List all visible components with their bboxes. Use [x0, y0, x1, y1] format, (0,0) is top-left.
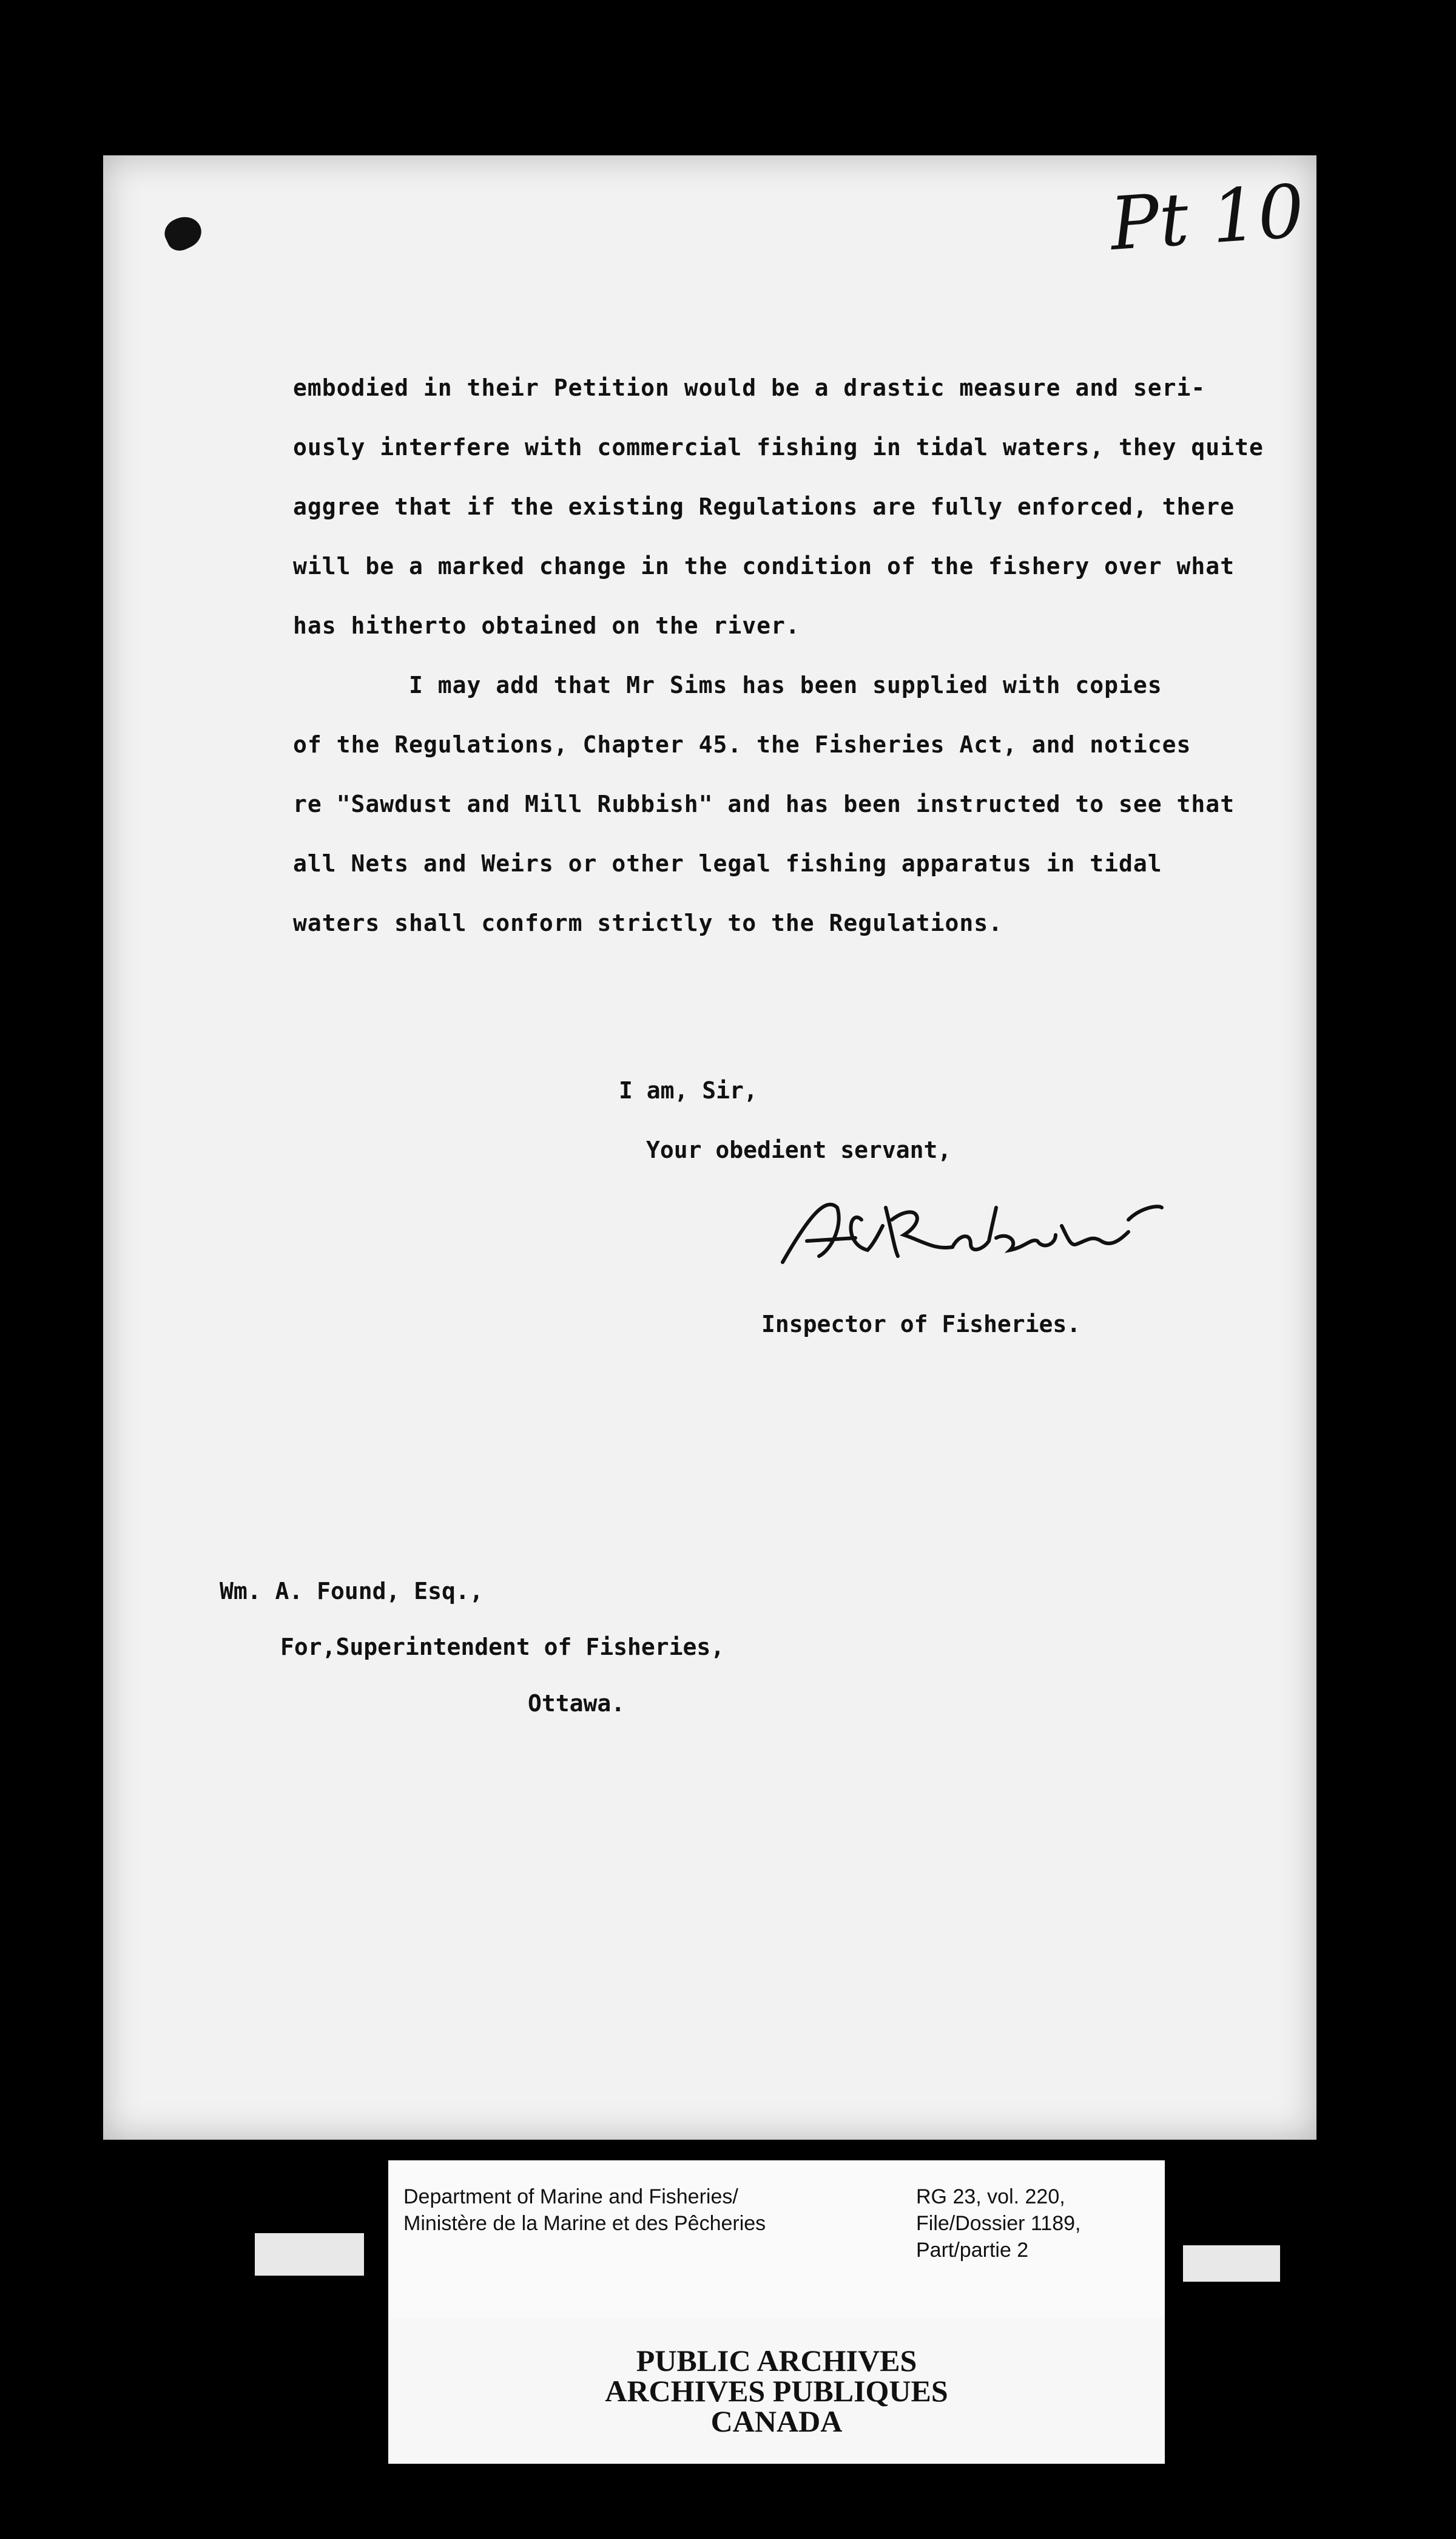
department-text — [403, 2183, 766, 2237]
page-marker: Pt 10 — [1107, 169, 1307, 267]
archives-line: PUBLIC ARCHIVES — [636, 2344, 917, 2378]
closing-salutation: I am, Sir, — [619, 1077, 758, 1104]
addressee-office: For,Superintendent of Fisheries, — [280, 1634, 725, 1660]
closing-servant: Your obedient servant, — [646, 1137, 952, 1163]
label-tab-left — [255, 2233, 364, 2276]
archive-label-header — [388, 2160, 1165, 2318]
label-tab-right — [1183, 2245, 1280, 2282]
body-line: I may add that Mr Sims has been supplied with copies — [293, 672, 1162, 698]
department-line: Ministère de la Marine et des Pêcheries — [403, 2212, 766, 2235]
body-line: aggree that if the existing Regulations are fully enforced, there — [293, 493, 1235, 520]
addressee-name: Wm. A. Found, Esq., — [220, 1578, 484, 1604]
body-line: ously interfere with commercial fishing in tidal waters, they quite — [293, 434, 1264, 461]
signatory-title: Inspector of Fisheries. — [761, 1311, 1081, 1337]
handwritten-signature — [770, 1183, 1165, 1280]
body-line: embodied in their Petition would be a drastic measure and seri- — [293, 374, 1206, 401]
department-line: Department of Marine and Fisheries/ — [403, 2185, 738, 2208]
reference-line: Part/partie 2 — [916, 2239, 1029, 2262]
archives-line: ARCHIVES PUBLIQUES — [605, 2374, 948, 2408]
body-line: re "Sawdust and Mill Rubbish" and has been instructed to see that — [293, 791, 1235, 817]
body-line: will be a marked change in the condition of the fishery over what — [293, 553, 1235, 580]
body-line: has hitherto obtained on the river. — [293, 612, 800, 639]
reference-line: File/Dossier 1189, — [916, 2212, 1081, 2235]
addressee-city: Ottawa. — [528, 1690, 625, 1717]
archives-line: CANADA — [710, 2404, 843, 2438]
letter-body — [293, 358, 1312, 953]
archive-label — [388, 2160, 1165, 2464]
body-line: of the Regulations, Chapter 45. the Fisheries Act, and notices — [293, 731, 1191, 758]
reference-text — [916, 2183, 1081, 2263]
body-line: all Nets and Weirs or other legal fishing apparatus in tidal — [293, 850, 1162, 877]
archives-stamp — [388, 2345, 1165, 2436]
body-line: waters shall conform strictly to the Regulations. — [293, 910, 1003, 936]
reference-line: RG 23, vol. 220, — [916, 2185, 1065, 2208]
